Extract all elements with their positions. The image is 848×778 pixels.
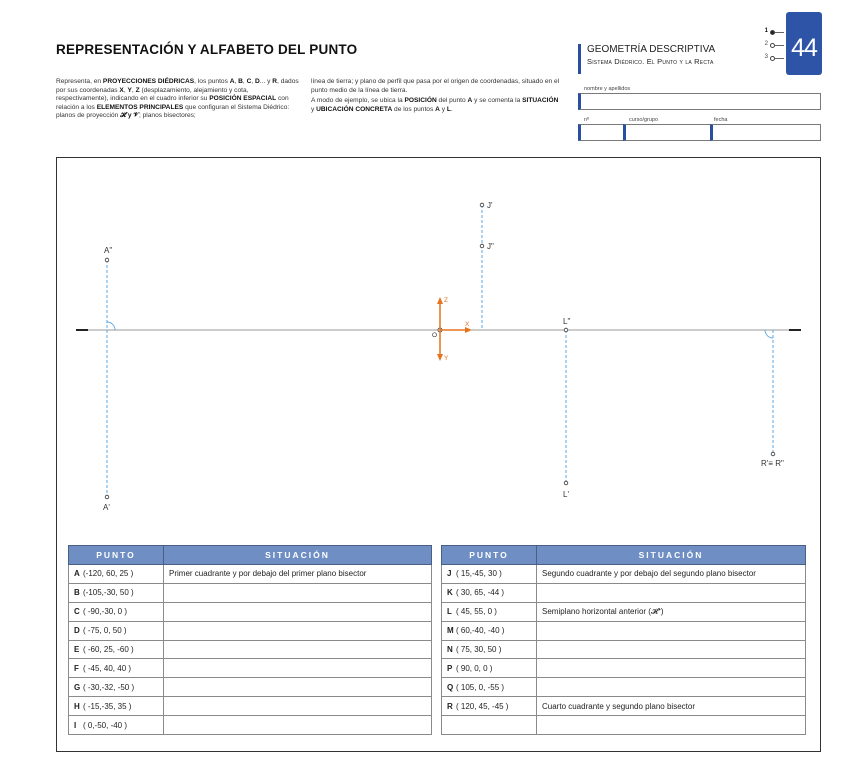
situation-cell[interactable]: [537, 678, 806, 697]
right-angle-mark-a: [107, 322, 115, 330]
sheet-number: 44: [791, 34, 817, 62]
point-name: D: [74, 626, 80, 636]
points-table-left: [68, 545, 432, 735]
situation-cell[interactable]: [164, 640, 432, 659]
point-cell: [442, 565, 537, 584]
page-title: REPRESENTACIÓN Y ALFABETO DEL PUNTO: [56, 42, 358, 57]
point-coords: ( 60,-40, -40 ): [456, 626, 505, 636]
point-cell: [442, 602, 537, 621]
point-coords: (-105,-30, 50 ): [83, 588, 134, 598]
table-row: [442, 621, 806, 640]
intro-column-2: línea de tierra; y plano de perfil que pasa por el origen de coordenadas, situado en el punto medio de la línea de tierra. A modo de ejemplo, se ubica la POSICIÓN del punto A y se comenta la SITUACIÓN y UBICACIÓN CONCRETA de los puntos A y L.: [311, 78, 560, 113]
situation-cell[interactable]: [164, 697, 432, 716]
point-coords: ( -60, 25, -60 ): [83, 645, 134, 654]
header-point: PUNTO: [442, 546, 537, 565]
point-coords: ( 90, 0, 0 ): [456, 663, 493, 673]
point-name: C: [74, 607, 80, 617]
label-l-v: L": [563, 317, 571, 326]
number-label: nº: [584, 117, 590, 123]
point-name: H: [74, 701, 80, 711]
situation-cell[interactable]: [537, 659, 806, 678]
point-name: E: [74, 645, 80, 654]
situation-cell[interactable]: [164, 602, 432, 621]
point-cell: [442, 583, 537, 602]
table-row: [69, 659, 432, 678]
point-cell: [69, 659, 164, 678]
situation-cell[interactable]: [537, 583, 806, 602]
points-table-right: [441, 545, 806, 735]
table-row: [442, 640, 806, 659]
point-coords: ( 45, 55, 0 ): [456, 607, 497, 617]
point-cell: [69, 602, 164, 621]
table-row: [442, 659, 806, 678]
point-name: R: [447, 701, 453, 711]
label-a-h: A': [103, 503, 110, 512]
point-a-h: [105, 495, 109, 499]
situation-cell[interactable]: [537, 640, 806, 659]
point-cell: [69, 716, 164, 735]
table-row: [69, 640, 432, 659]
point-cell: [442, 678, 537, 697]
name-label: nombre y apellidos: [584, 86, 631, 92]
z-axis-label: Z: [444, 297, 448, 304]
point-coords: ( -75, 0, 50 ): [83, 626, 127, 636]
point-coords: ( 30, 65, -44 ): [456, 588, 505, 598]
situation-cell[interactable]: [164, 659, 432, 678]
point-coords: ( -90,-30, 0 ): [83, 607, 128, 617]
table-row: [442, 565, 806, 584]
point-cell: [442, 697, 537, 716]
point-cell: [69, 565, 164, 584]
situation-cell[interactable]: [537, 716, 806, 735]
point-cell: [442, 640, 537, 659]
header-situation: SITUACIÓN: [537, 546, 806, 565]
situation-cell[interactable]: Semiplano horizontal anterior (𝓗⁺): [537, 602, 806, 621]
situation-cell[interactable]: Primer cuadrante y por debajo del primer plano bisector: [164, 565, 432, 584]
x-axis-label: X: [465, 321, 470, 328]
point-name: A: [74, 569, 80, 579]
situation-cell[interactable]: [164, 621, 432, 640]
point-j-h: [480, 203, 484, 207]
z-arrow-icon: [437, 297, 443, 304]
level-number: 2: [764, 41, 768, 47]
point-name: G: [74, 682, 81, 692]
course-subtitle: Sistema Diédrico. El Punto y la Recta: [587, 57, 714, 66]
point-name: K: [447, 588, 453, 598]
point-coords: ( 120, 45, -45 ): [456, 701, 509, 711]
point-coords: ( -30,-32, -50 ): [83, 682, 135, 692]
point-j-v: [480, 244, 484, 248]
y-arrow-icon: [437, 354, 443, 361]
table-row: [69, 697, 432, 716]
table-row: [69, 602, 432, 621]
point-cell: [69, 583, 164, 602]
point-cell: [69, 621, 164, 640]
situation-cell[interactable]: [537, 621, 806, 640]
table-row: [69, 621, 432, 640]
y-axis-label: Y: [444, 355, 449, 362]
label-r: R'≡ R": [761, 459, 784, 468]
point-name: Q: [447, 682, 454, 692]
table-row: [442, 716, 806, 735]
situation-cell[interactable]: Segundo cuadrante y por debajo del segundo plano bisector: [537, 565, 806, 584]
group-label: curso/grupo: [629, 117, 659, 123]
level-number: 1: [764, 28, 768, 34]
point-l-v: [564, 328, 568, 332]
situation-cell[interactable]: [164, 583, 432, 602]
point-name: I: [74, 720, 77, 730]
point-name: F: [74, 663, 79, 673]
table-row: [442, 602, 806, 621]
point-cell: [442, 621, 537, 640]
table-row: [442, 678, 806, 697]
point-name: M: [447, 626, 454, 636]
point-coords: (-120, 60, 25 ): [83, 569, 134, 579]
header-point: PUNTO: [69, 546, 164, 565]
point-cell: [69, 697, 164, 716]
table-row: [69, 716, 432, 735]
table-row: [69, 565, 432, 584]
label-j-h: J': [487, 201, 493, 210]
situation-cell[interactable]: Cuarto cuadrante y segundo plano bisector: [537, 697, 806, 716]
situation-cell[interactable]: [164, 678, 432, 697]
point-a-v: [105, 258, 109, 262]
point-cell: [69, 640, 164, 659]
point-name: N: [447, 645, 453, 654]
point-coords: ( 15,-45, 30 ): [456, 569, 502, 579]
right-angle-mark-r: [765, 330, 773, 338]
intro-column-1: Representa, en PROYECCIONES DIÉDRICAS, los puntos A, B, C, D... y R, dados por sus coordenadas X, Y, Z (desplazamiento, alejamiento y cota, respectivamente), indicando en el cuadro inferior su POSICIÓN ESPACIAL con relación a los ELEMENTOS PRINCIPALES que configuran el Sistema Diédrico: planos de proyección 𝓗 y 𝓥; planos bisectores;: [56, 78, 299, 120]
point-cell: [69, 678, 164, 697]
point-coords: ( -45, 40, 40 ): [83, 663, 132, 673]
course-title: GEOMETRÍA DESCRIPTIVA: [587, 44, 716, 55]
situation-cell[interactable]: [164, 716, 432, 735]
point-name: B: [74, 588, 80, 598]
table-row: [69, 583, 432, 602]
point-name: P: [447, 663, 453, 673]
label-a-v: A": [104, 246, 113, 255]
label-l-h: L': [563, 490, 569, 499]
table-row: [69, 678, 432, 697]
point-coords: ( 0,-50, -40 ): [83, 720, 128, 730]
table-row: [442, 697, 806, 716]
table-row: [442, 583, 806, 602]
point-l-h: [564, 481, 568, 485]
point-name: J: [447, 569, 452, 579]
point-cell: [442, 716, 537, 735]
point-coords: ( 105, 0, -55 ): [456, 682, 505, 692]
level-number: 3: [764, 54, 768, 60]
origin-label: O: [432, 332, 438, 339]
point-cell: [442, 659, 537, 678]
point-name: L: [447, 607, 452, 617]
label-j-v: J": [487, 242, 494, 251]
date-label: fecha: [714, 117, 728, 123]
point-coords: ( -15,-35, 35 ): [83, 701, 132, 711]
point-coords: ( 75, 30, 50 ): [456, 645, 502, 654]
header-situation: SITUACIÓN: [164, 546, 432, 565]
point-r: [771, 452, 775, 456]
